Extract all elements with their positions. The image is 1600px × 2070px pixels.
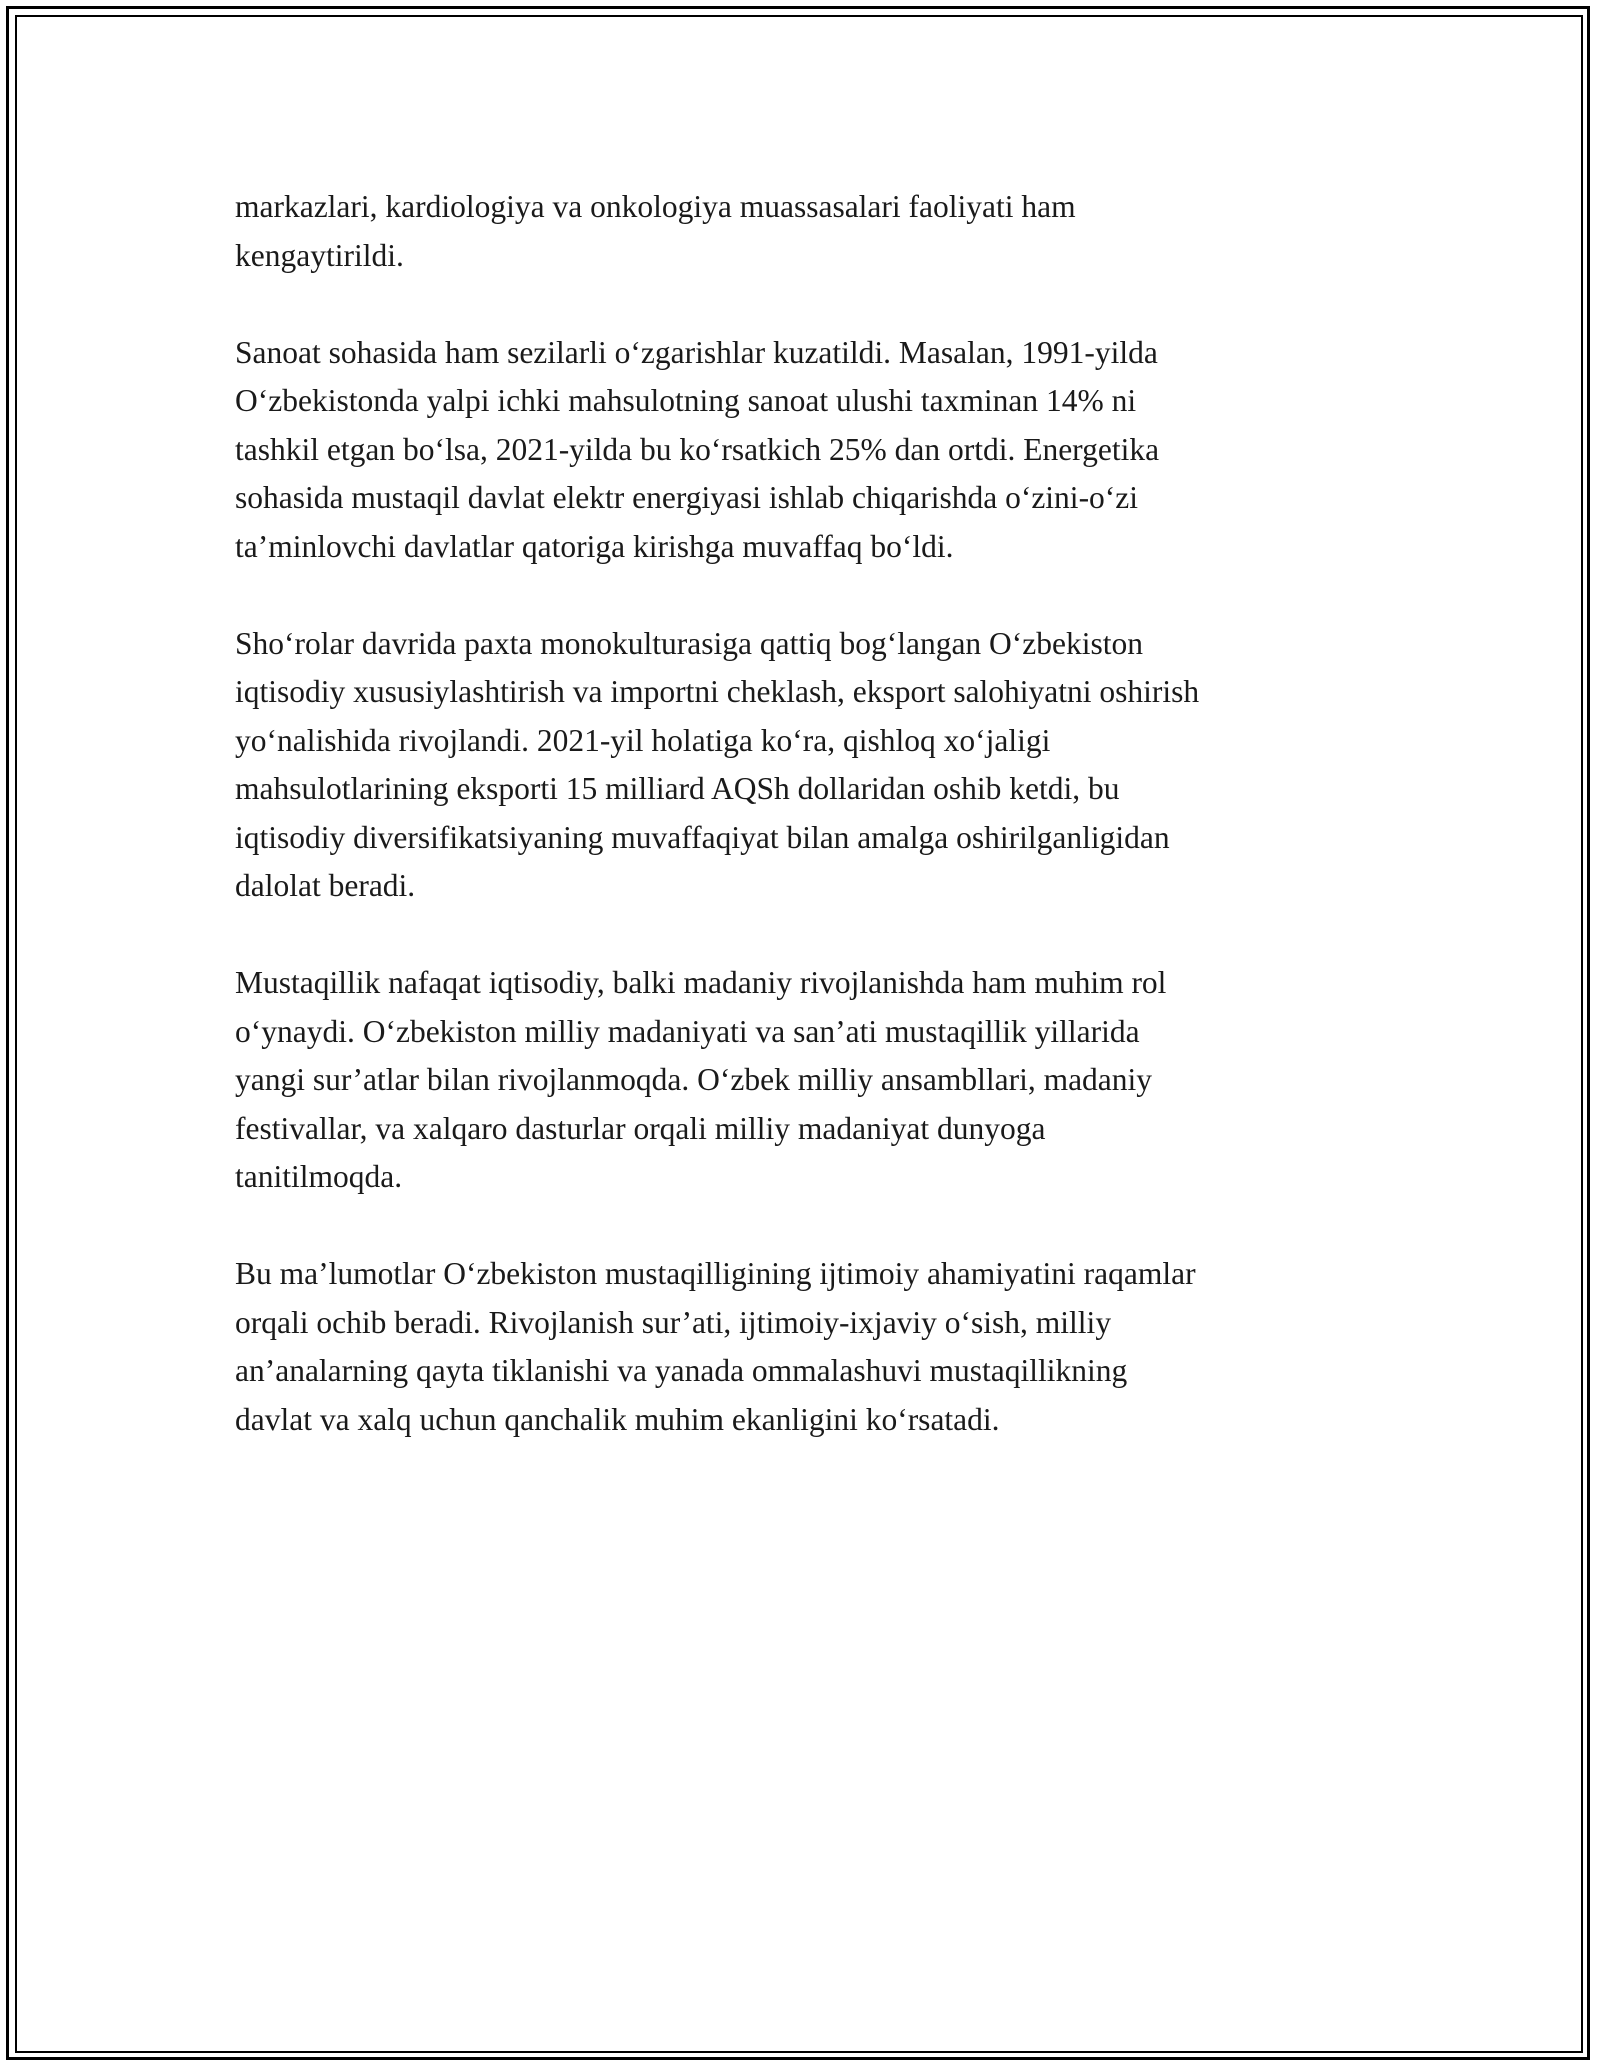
paragraph-culture: Mustaqillik nafaqat iqtisodiy, balki madaniy rivojlanishda ham muhim rol o‘ynaydi. O‘zbekiston milliy madaniyati va san’ati mustaqillik yillarida yangi sur’atlar bilan rivojlanmoqda. O‘zbek milliy ansambllari, madaniy festivallar, va xalqaro dasturlar orqali milliy madaniyat dunyoga tanitilmoqda.	[235, 965, 1167, 1194]
paragraph-healthcare: markazlari, kardiologiya va onkologiya muassasalari faoliyati ham kengaytirildi.	[235, 189, 1076, 273]
paragraph-conclusion: Bu ma’lumotlar O‘zbekiston mustaqilligining ijtimoiy ahamiyatini raqamlar orqali ochib beradi. Rivojlanish sur’ati, ijtimoiy-ixjaviy o‘sish, milliy an’analarning qayta tiklanishi va yanada ommalashuvi mustaqillikning davlat va xalq uchun qanchalik muhim ekanligini ko‘rsatadi.	[235, 1256, 1196, 1437]
paragraph-industry: Sanoat sohasida ham sezilarli o‘zgarishlar kuzatildi. Masalan, 1991-yilda O‘zbekistonda yalpi ichki mahsulotning sanoat ulushi taxminan 14% ni tashkil etgan bo‘lsa, 2021-yilda bu ko‘rsatkich 25% dan ortdi. Energetika sohasida mustaqil davlat elektr energiyasi ishlab chiqarishda o‘zini-o‘zi ta’minlovchi davlatlar qatoriga kirishga muvaffaq bo‘ldi.	[235, 334, 1160, 564]
paragraph-economy: Sho‘rolar davrida paxta monokulturasiga qattiq bog‘langan O‘zbekiston iqtisodiy xususiylashtirish va importni cheklash, eksport salohiyatni oshirish yo‘nalishida rivojlandi. 2021-yil holatiga ko‘ra, qishloq xo‘jaligi mahsulotlarining eksporti 15 milliard AQSh dollaridan oshib ketdi, bu iqtisodiy diversifikatsiyaning muvaffaqiyat bilan amalga oshirilganligidan dalolat beradi.	[235, 625, 1200, 903]
document-body	[235, 183, 1365, 1493]
